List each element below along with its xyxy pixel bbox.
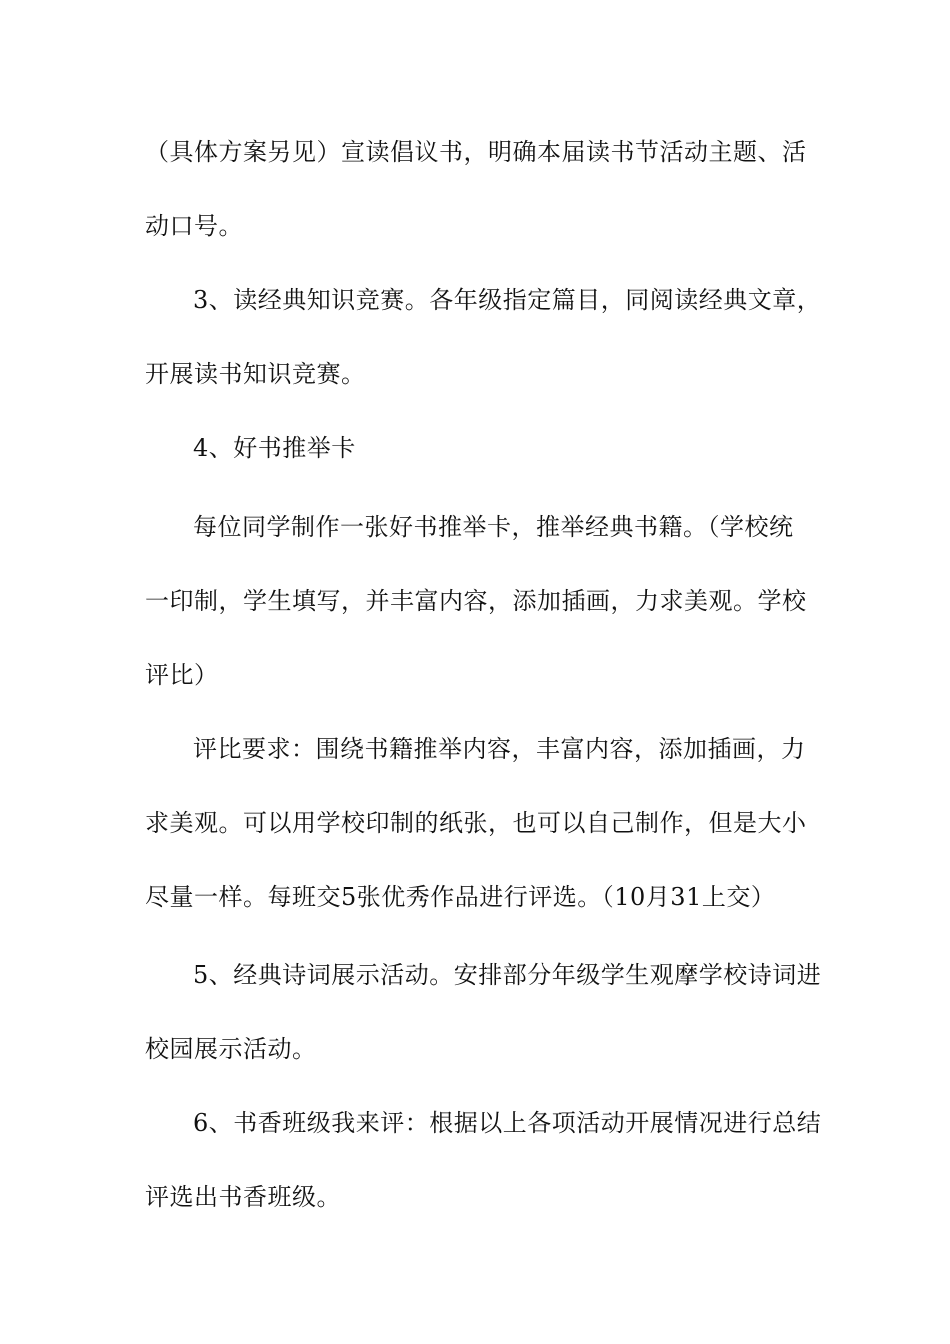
section-heading-4: 4、好书推举卡 bbox=[193, 434, 356, 462]
paragraph-line-13: 校园展示活动。 bbox=[145, 1035, 317, 1063]
paragraph-line-6: 每位同学制作一张好书推举卡，推举经典书籍。（学校统 bbox=[193, 513, 794, 541]
paragraph-line-12: 5、经典诗词展示活动。安排部分年级学生观摩学校诗词进 bbox=[193, 961, 822, 989]
paragraph-line-14: 6、书香班级我来评：根据以上各项活动开展情况进行总结 bbox=[193, 1109, 822, 1137]
paragraph-line-4: 开展读书知识竞赛。 bbox=[145, 360, 366, 388]
paragraph-line-8: 评比） bbox=[145, 661, 219, 689]
paragraph-line-9: 评比要求：围绕书籍推举内容，丰富内容，添加插画，力 bbox=[193, 735, 806, 763]
paragraph-line-3: 3、读经典知识竞赛。各年级指定篇目，同阅读经典文章， bbox=[193, 286, 822, 314]
paragraph-line-2: 动口号。 bbox=[145, 212, 243, 240]
paragraph-line-7: 一印制，学生填写，并丰富内容，添加插画，力求美观。学校 bbox=[145, 587, 807, 615]
paragraph-line-1: （具体方案另见）宣读倡议书，明确本届读书节活动主题、活 bbox=[145, 138, 807, 166]
paragraph-line-11: 尽量一样。每班交5张优秀作品进行评选。（10月31上交） bbox=[145, 883, 776, 911]
paragraph-line-10: 求美观。可以用学校印制的纸张，也可以自己制作，但是大小 bbox=[145, 809, 807, 837]
paragraph-line-15: 评选出书香班级。 bbox=[145, 1183, 341, 1211]
